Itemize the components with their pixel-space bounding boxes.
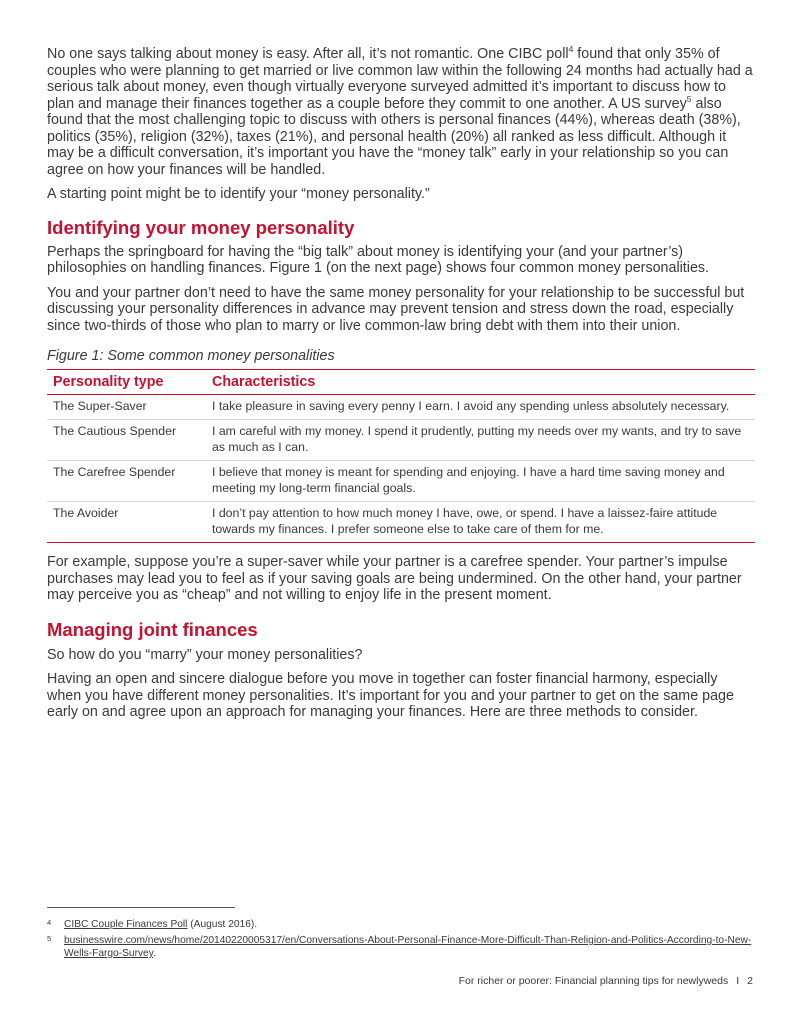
footnote-number: 4 <box>47 918 52 927</box>
footnote-5-link[interactable]: businesswire.com/news/home/20140220005317/en/Conversations-About-Personal-Finance-More-Difficult-Than-Religion-and-Politics-According-to-New-Wells-Fargo-Survey <box>64 935 752 959</box>
footnote-number: 5 <box>47 934 52 943</box>
section-heading-identifying: Identifying your money personality <box>47 216 355 238</box>
table-row <box>47 394 755 420</box>
personality-type-cell: The Avoider <box>53 506 119 520</box>
footnote-4: 4 CIBC Couple Finances Poll (August 2016). <box>47 918 258 930</box>
personality-type-cell: The Super-Saver <box>47 394 206 420</box>
page-number: 2 <box>747 975 753 987</box>
section-heading-managing: Managing joint finances <box>47 618 258 640</box>
figure-caption: Figure 1: Some common money personalities <box>47 348 335 364</box>
column-header-characteristics: Characteristics <box>206 369 755 394</box>
intro-paragraph-2: A starting point might be to identify your “money personality.” <box>47 186 430 202</box>
personality-type-cell: The Cautious Spender <box>47 420 206 461</box>
intro-paragraph: No one says talking about money is easy. After all, it’s not romantic. One CIBC poll$^4$ found that only 35% of couples who were planning to get married or live common law within the following 24 months had actually had a serious talk about money, even though virtually everyone surveyed admitted it’s important to discuss how to plan and manage their finances together as a couple before they commit to one another. A US survey$^5$ also found that the most challenging topic to discuss with others is personal finances (44%), whereas death (38%), politics (35%), religion (32%), taxes (21%), and personal health (20%) all ranked as less difficult. Although it may be a difficult conversation, it’s important you have the “money talk” early in your relationship so you can agree on how your finances will be handled. <box>47 44 753 178</box>
example-paragraph: For example, suppose you’re a super-saver while your partner is a carefree spender. Your partner’s impulse purchases may lead you to feel as if your saving goals are being undermined. On the other hand, your partner may perceive you as “cheap” and not willing to enjoy life in the present moment. <box>47 554 742 603</box>
section2-paragraph-2: Having an open and sincere dialogue before you move in together can foster financial harmony, especially when you have different money personalities. It’s important for you and your partner to get on the same page early on and agree upon an approach for managing your finances. Here are three methods to consider. <box>47 671 734 720</box>
footnote-4-link[interactable]: CIBC Couple Finances Poll <box>64 919 188 930</box>
footer-title: For richer or poorer: Financial planning tips for newlyweds <box>458 975 729 987</box>
footer-separator: I <box>736 975 740 987</box>
footnote-divider <box>47 907 235 908</box>
table-row <box>47 502 755 543</box>
page-body <box>47 46 755 721</box>
table-header-row <box>47 369 755 394</box>
section2-paragraph-1: So how do you “marry” your money personalities? <box>47 646 363 663</box>
table-row <box>47 420 755 461</box>
characteristics-cell: I don’t pay attention to how much money I have, owe, or spend. I have a laissez-faire attitude towards my finances. I prefer someone else to take care of them for me. <box>212 506 718 536</box>
personality-table <box>47 369 755 544</box>
characteristics-cell: I take pleasure in saving every penny I earn. I avoid any spending unless absolutely necessary. <box>206 394 755 420</box>
section1-paragraph-1: Perhaps the springboard for having the “big talk” about money is identifying your (and your partner’s) philosophies on handling finances. Figure 1 (on the next page) shows four common money personalities. <box>47 243 710 276</box>
footnote-5: 5 businesswire.com/news/home/20140220005317/en/Conversations-About-Personal-Finance-More-Difficult-Than-Religion-and-Politics-According-to-New-Wells-Fargo-Survey. <box>47 934 752 959</box>
personality-type-cell: The Carefree Spender <box>47 461 206 502</box>
column-header-personality: Personality type <box>47 369 206 394</box>
characteristics-cell: I am careful with my money. I spend it prudently, putting my needs over my wants, and try to save as much as I can. <box>206 420 755 461</box>
footnote-ref-5[interactable]: 5 <box>686 93 692 104</box>
characteristics-cell: I believe that money is meant for spending and enjoying. I have a hard time saving money and meeting my long-term financial goals. <box>206 461 755 502</box>
page-footer <box>459 975 753 987</box>
section1-paragraph-2: You and your partner don’t need to have the same money personality for your relationship to be successful but discussing your personality differences in advance may prevent tension and stress down the road, especially since two-thirds of those who plan to marry or live common-law bring debt with them into their union. <box>47 284 745 334</box>
footnote-ref-4[interactable]: 4 <box>568 44 574 55</box>
table-row <box>47 461 755 502</box>
